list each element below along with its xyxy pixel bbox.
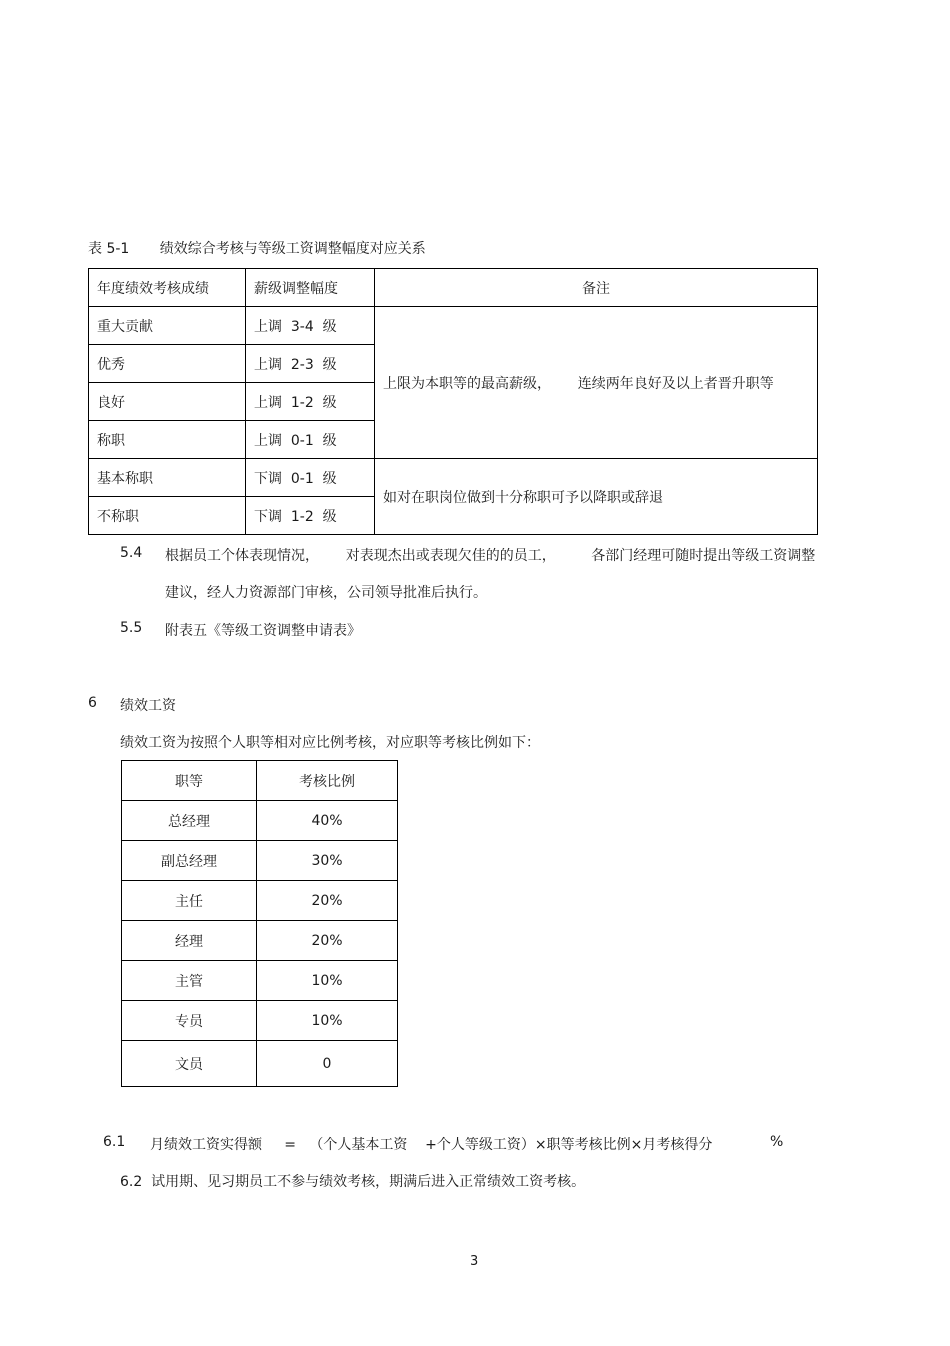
section-6-1-number: 6.1: [103, 1134, 126, 1150]
section-5-4-line2: 建议，经人力资源部门审核，公司领导批准后执行。: [165, 585, 487, 601]
cell-grade: 不称职: [89, 497, 246, 535]
cell-ratio: 20%: [257, 921, 398, 961]
section-5-5-text: 附表五《等级工资调整申请表》: [165, 623, 361, 639]
table-row: [122, 921, 398, 961]
cell-adjust: 下调 0-1 级: [246, 459, 375, 497]
section-6-1-percent: %: [770, 1134, 784, 1150]
section-6-title: 绩效工资: [120, 698, 176, 714]
section-6-number: 6: [88, 695, 97, 711]
section-6-intro: 绩效工资为按照个人职等相对应比例考核，对应职等考核比例如下：: [120, 735, 540, 751]
cell-note-lower: 如对在职岗位做到十分称职可予以降职或辞退: [375, 459, 818, 535]
section-6-2-text: 6.2 试用期、见习期员工不参与绩效考核，期满后进入正常绩效工资考核。: [120, 1174, 586, 1190]
header-annual-score: 年度绩效考核成绩: [89, 269, 246, 307]
table-header-row: [122, 761, 398, 801]
table-row: [89, 307, 818, 345]
table-row: [89, 459, 818, 497]
table1-caption-title: 绩效综合考核与等级工资调整幅度对应关系: [159, 241, 426, 257]
table-row: [122, 961, 398, 1001]
cell-rank: 经理: [122, 921, 257, 961]
header-grade-adjust: 薪级调整幅度: [246, 269, 375, 307]
header-remarks: 备注: [375, 269, 818, 307]
cell-rank: 主任: [122, 881, 257, 921]
cell-ratio: 40%: [257, 801, 398, 841]
header-rank: 职等: [122, 761, 257, 801]
table-row: [122, 801, 398, 841]
cell-ratio: 10%: [257, 1001, 398, 1041]
page-number: 3: [470, 1254, 479, 1269]
performance-ratio-table: [121, 760, 398, 1087]
cell-adjust: 下调 1-2 级: [246, 497, 375, 535]
table1-caption-number: 表 5-1: [88, 241, 130, 257]
cell-rank: 主管: [122, 961, 257, 1001]
table-header-row: [89, 269, 818, 307]
table-row: [122, 881, 398, 921]
cell-rank: 副总经理: [122, 841, 257, 881]
cell-grade: 重大贡献: [89, 307, 246, 345]
section-5-5-number: 5.5: [120, 620, 143, 636]
salary-adjustment-table: [88, 268, 818, 535]
cell-grade: 良好: [89, 383, 246, 421]
cell-adjust: 上调 0-1 级: [246, 421, 375, 459]
cell-rank: 总经理: [122, 801, 257, 841]
cell-rank: 文员: [122, 1041, 257, 1087]
cell-grade: 基本称职: [89, 459, 246, 497]
header-ratio: 考核比例: [257, 761, 398, 801]
cell-ratio: 30%: [257, 841, 398, 881]
cell-note-upper: 上限为本职等的最高薪级， 连续两年良好及以上者晋升职等: [375, 307, 818, 459]
cell-grade: 优秀: [89, 345, 246, 383]
table-row: [122, 1041, 398, 1087]
cell-rank: 专员: [122, 1001, 257, 1041]
cell-ratio: 10%: [257, 961, 398, 1001]
section-6-1-formula: 月绩效工资实得额 = （个人基本工资 +个人等级工资）×职等考核比例×月考核得分: [150, 1137, 713, 1153]
table1-caption: [88, 238, 426, 258]
cell-ratio: 0: [257, 1041, 398, 1087]
cell-adjust: 上调 1-2 级: [246, 383, 375, 421]
section-5-4-number: 5.4: [120, 545, 143, 561]
cell-grade: 称职: [89, 421, 246, 459]
cell-adjust: 上调 3-4 级: [246, 307, 375, 345]
cell-adjust: 上调 2-3 级: [246, 345, 375, 383]
table-row: [122, 841, 398, 881]
cell-ratio: 20%: [257, 881, 398, 921]
table-row: [122, 1001, 398, 1041]
section-5-4-line1: 根据员工个体表现情况， 对表现杰出或表现欠佳的的员工， 各部门经理可随时提出等级工资调整: [165, 548, 816, 564]
